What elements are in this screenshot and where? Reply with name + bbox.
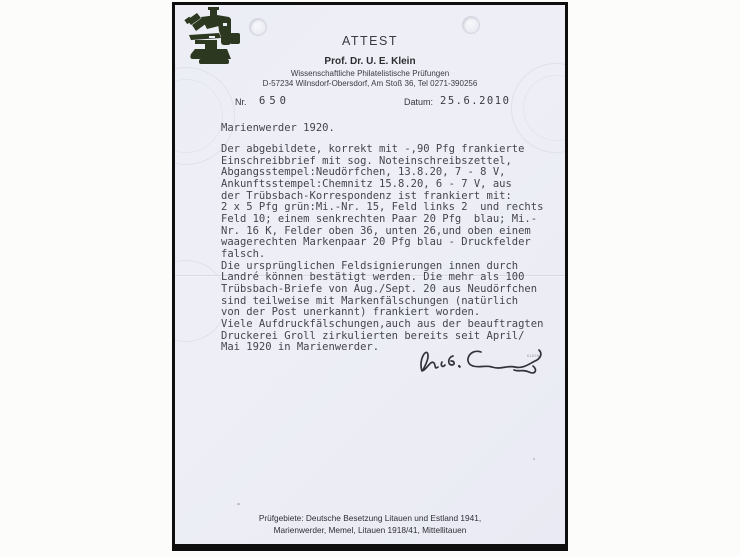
certificate-date: 25.6.2010 [440, 95, 511, 107]
typewritten-line: Viele Aufdruckfälschungen,auch aus der beauftragten [221, 317, 544, 330]
scan-speck [237, 503, 240, 505]
typewritten-line: Nr. 16 K, Felder oben 36, unten 26,und oben einem [221, 224, 531, 237]
footer-examination-areas [175, 513, 565, 536]
examiner-address: D-57234 Wilnsdorf-Obersdorf, Am Stoß 36, Tel 0271-390256 [262, 79, 478, 88]
certificate-page [172, 2, 568, 551]
typewritten-body [221, 144, 557, 354]
typewritten-line: waagerechten Markenpaar 20 Pfg blau - Druckfelder [221, 236, 531, 249]
number-label: Nr. [235, 97, 247, 107]
typewritten-line: Druckerei Groll zirkulierten bereits seit April/ [221, 329, 525, 342]
embossed-seal-watermark [172, 260, 227, 342]
typewritten-line: Mai 1920 in Marienwerder. [221, 341, 380, 354]
certificate-title: ATTEST [342, 34, 398, 48]
typewritten-line: falsch. [221, 247, 266, 260]
typewritten-line: sind teilweise mit Markenfälschungen (natürlich [221, 294, 519, 307]
examiner-subtitle: Wissenschaftliche Philatelistische Prüfungen [290, 69, 450, 78]
certificate-number: 650 [259, 95, 290, 107]
typewritten-line: der Trübsbach-Korrespondenz ist frankiert mit: [221, 189, 512, 202]
typewritten-line: Die ursprünglichen Feldsignierungen innen durch [221, 259, 519, 272]
subject-line: Marienwerder 1920. [221, 122, 335, 134]
typewritten-line: von der Post unerkannt) frankiert worden. [221, 306, 481, 319]
typewritten-line: Landré können bestätigt werden. Die mehr als 100 [221, 271, 525, 284]
typewritten-line: 2 x 5 Pfg grün:Mi.-Nr. 15, Feld links 2 und rechts [221, 201, 544, 214]
typewritten-line: Trübsbach-Briefe von Aug./Sept. 20 aus Neudörfchen [221, 282, 538, 295]
scan-speck [533, 458, 535, 460]
typewritten-line: Ankunftsstempel:Chemnitz 15.8.20, 6 - 7 V, aus [221, 177, 512, 190]
typewritten-line: Einschreibbrief mit sog. Noteinschreibszettel, [221, 154, 512, 167]
embossed-seal-watermark [172, 79, 223, 153]
punch-hole [462, 16, 480, 34]
signature [415, 339, 551, 385]
signature-stamp-text: KLEIN [527, 354, 540, 358]
typewritten-line: Abgangsstempel:Neudörfchen, 13.8.20, 7 - 8 V, [221, 166, 506, 179]
footer-line: Marienwerder, Memel, Litauen 1918/41, Mittellitauen [273, 524, 467, 535]
date-label: Datum: [404, 97, 434, 107]
typewritten-line: Der abgebildete, korrekt mit -,90 Pfg frankierte [221, 143, 525, 155]
examiner-name: Prof. Dr. U. E. Klein [324, 56, 416, 67]
typewritten-line: Feld 10; einem senkrechten Paar 20 Pfg blau; Mi.- [221, 212, 538, 225]
footer-line: Prüfgebiete: Deutsche Besetzung Litauen und Estland 1941, [258, 513, 482, 523]
